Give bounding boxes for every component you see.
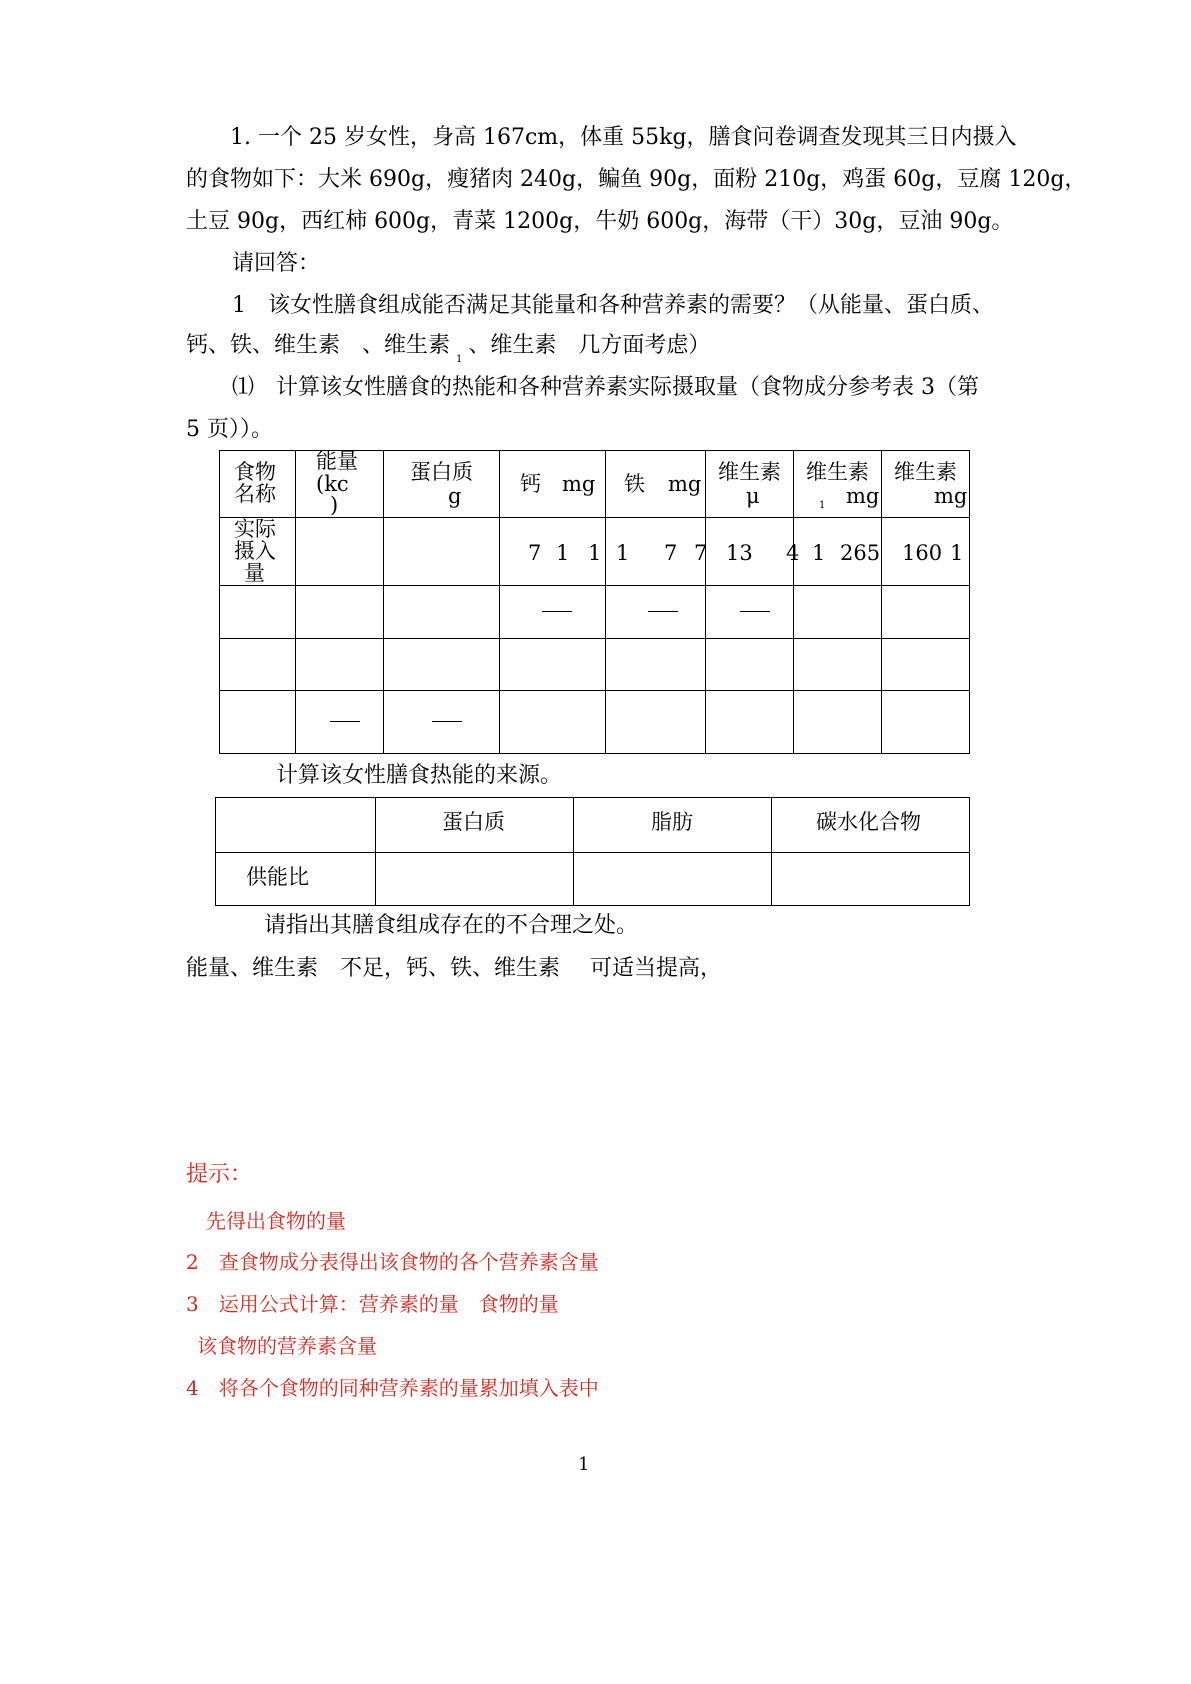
table-row-3 [220, 639, 970, 691]
cell-energy [296, 518, 384, 586]
subquestion-1-line-1: 1 该女性膳食组成能否满足其能量和各种营养素的需要？（从能量、蛋白质、 [232, 293, 994, 318]
dash-mark [330, 721, 360, 722]
header-carbohydrate: 碳水化合物 [772, 798, 970, 853]
cell-protein [384, 518, 500, 586]
header-iron: 铁 mg [606, 451, 706, 518]
header-vitamin-3: 维生素 mg [882, 451, 970, 518]
dash-cell [296, 691, 384, 754]
dash-mark [432, 721, 462, 722]
cell-vitamin-1: 13 4 [706, 518, 794, 586]
cell-calcium: 7 1 1 [500, 518, 606, 586]
section-unreasonable-title: 请指出其膳食组成存在的不合理之处。 [264, 913, 639, 938]
row-label-actual-intake: 实际 摄入 量 [220, 518, 296, 586]
question-line-1: 1. 一个 25 岁女性，身高 167cm，体重 55kg，膳食问卷调查发现其三日内摄入 [230, 125, 1017, 150]
question-line-2: 的食物如下：大米 690g，瘦猪肉 240g，鳊鱼 90g，面粉 210g，鸡蛋 60g，豆腐 120g， [186, 167, 1087, 192]
subscript: 1 [456, 354, 463, 365]
dash-cell [384, 691, 500, 754]
subquestion-1a-line-1: ⑴ 计算该女性膳食的热能和各种营养素实际摄取量（食物成分参考表 3（第 [232, 375, 979, 400]
page-number: 1 [578, 1454, 590, 1475]
answer-prompt: 请回答： [232, 251, 321, 276]
subquestion-1-line-2: 钙、铁、维生素 、维生素$_1$、维生素 几方面考虑） [186, 333, 711, 365]
table-row-4 [220, 691, 970, 754]
table-header-row [220, 451, 970, 518]
energy-source-table [215, 797, 970, 906]
dash-cell [500, 586, 606, 639]
hint-item-4: 该食物的营养素含量 [197, 1334, 377, 1358]
cell-vitamin-2: 1 265 [794, 518, 882, 586]
cell-iron: 1 7 7 [606, 518, 706, 586]
header-protein: 蛋白质 g [384, 451, 500, 518]
nutrient-intake-table [219, 450, 970, 754]
header-fat: 脂肪 [574, 798, 772, 853]
energy-table-row [216, 853, 970, 906]
answer-line: 能量、维生素 不足，钙、铁、维生素 可适当提高， [186, 956, 723, 981]
question-line-3: 土豆 90g，西红柿 600g，青菜 1200g，牛奶 600g，海带（干）30g，豆油 90g。 [186, 209, 1014, 234]
dash-mark [648, 611, 678, 612]
hint-item-1: 先得出食物的量 [206, 1209, 346, 1233]
hint-title: 提示： [186, 1162, 253, 1187]
hint-item-2: 2 查食物成分表得出该食物的各个营养素含量 [186, 1250, 599, 1274]
cell-vitamin-3: 160 1 [882, 518, 970, 586]
hint-item-3: 3 运用公式计算：营养素的量 食物的量 [186, 1292, 559, 1316]
dash-mark [740, 611, 770, 612]
header-calcium: 钙 mg [500, 451, 606, 518]
dash-cell [606, 586, 706, 639]
header-vitamin-2: 维生素 1 mg [794, 451, 882, 518]
subquestion-1a-line-2: 5 页））。 [186, 417, 273, 442]
header-food-name: 食物 名称 [220, 451, 296, 518]
section-energy-source-title: 计算该女性膳食热能的来源。 [276, 763, 563, 788]
header-energy: 能量 (kc ) [296, 451, 384, 518]
hint-item-5: 4 将各个食物的同种营养素的量累加填入表中 [186, 1376, 599, 1400]
dash-cell [706, 586, 794, 639]
table-row-2 [220, 586, 970, 639]
table-row-actual-intake [220, 518, 970, 586]
energy-table-header [216, 798, 970, 853]
row-label-energy-ratio: 供能比 [216, 853, 376, 906]
header-protein: 蛋白质 [376, 798, 574, 853]
header-vitamin-1: 维生素 μ [706, 451, 794, 518]
dash-mark [542, 611, 572, 612]
